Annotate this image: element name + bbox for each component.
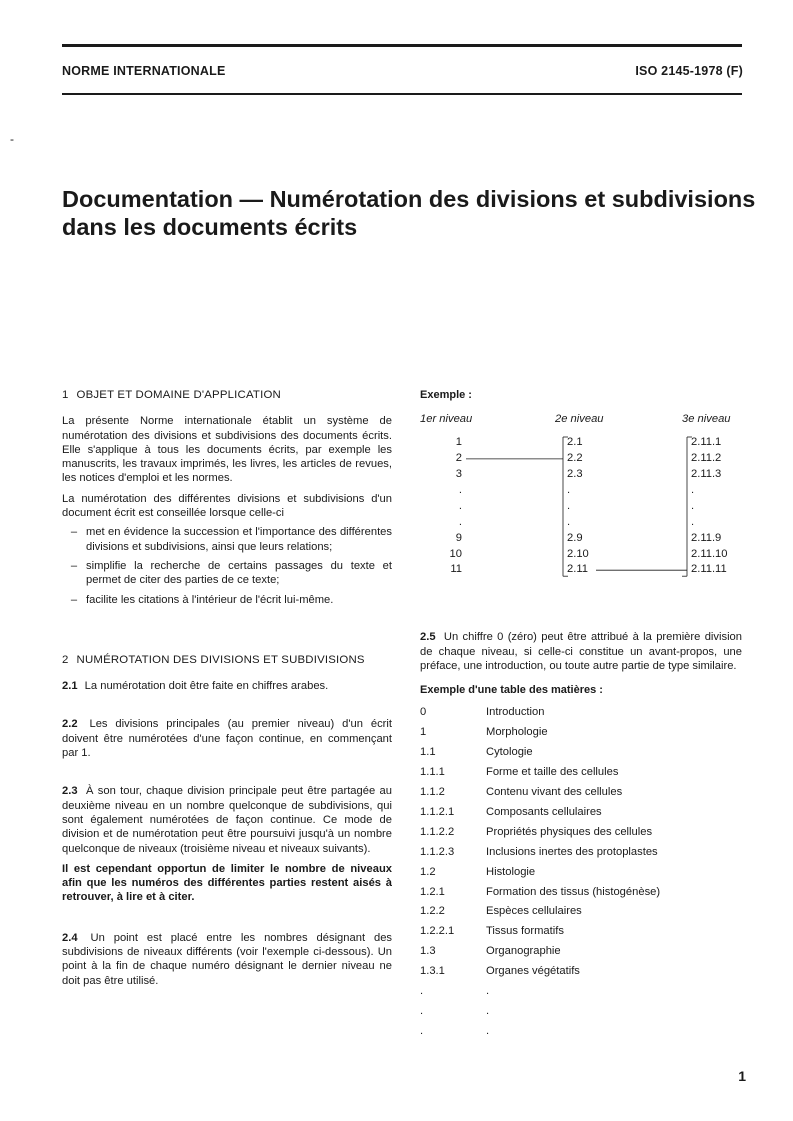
example-level-2-item: 2.3 (567, 468, 583, 481)
toc-row (420, 924, 742, 944)
example-level-3-item: 2.11.10 (691, 547, 728, 560)
level-3-header: 3e niveau (682, 413, 731, 426)
toc-entry-title: Formation des tissus (histogénèse) (486, 885, 661, 898)
clause-number: 2.1 (62, 680, 78, 693)
header-standard-id: ISO 2145-1978 (F) (635, 64, 743, 78)
example-level-2-item: 2.11 (567, 563, 588, 576)
clause-text: Un point est placé entre les nombres désignant des subdivisions de niveaux différents (voir l'exemple ci-dessous). Un point à la fin de chaque numéro désignant le dernier niveau ne doit pas être utilisé. (62, 931, 393, 987)
header-standard-type: NORME INTERNATIONALE (62, 64, 226, 78)
example-level-1-item: . (458, 499, 462, 512)
toc-entry-number: 1.1.2.3 (420, 845, 455, 858)
example-level-3-item: 2.11.9 (691, 531, 722, 544)
header-top-rule (62, 44, 742, 47)
clause-text: Les divisions principales (au premier niveau) d'un écrit doivent être numérotées d'une façon continue, en commençant par 1. (62, 718, 393, 760)
level-1-header: 1er niveau (420, 413, 473, 426)
example-level-2-item: 2.1 (567, 436, 583, 449)
clause-2-2 (62, 717, 392, 760)
toc-row (420, 904, 742, 924)
section-1-para-2: La numérotation des différentes divisions et subdivisions d'un document écrit est conseillée lorsque celle-ci (62, 492, 392, 520)
toc-entry-number: 1.1.2.1 (420, 805, 455, 818)
toc-entry-number: . (420, 1024, 424, 1037)
toc-row (420, 745, 742, 765)
toc-entry-title: Histologie (486, 865, 536, 878)
section-1-title: OBJET ET DOMAINE D'APPLICATION (76, 389, 281, 401)
margin-mark: - (10, 132, 14, 146)
toc-entry-title: Contenu vivant des cellules (486, 786, 623, 799)
left-column (62, 388, 392, 988)
toc-entry-number: 1.3 (420, 945, 436, 958)
toc-entry-title: Organographie (486, 945, 561, 958)
example-level-3-item: . (691, 515, 695, 528)
clause-number: 2.2 (62, 718, 78, 731)
bullet-dash: – (70, 593, 78, 606)
right-column (420, 388, 742, 1044)
numbering-example (420, 412, 742, 582)
level-2-header: 2e niveau (555, 413, 604, 426)
toc-entry-title: Organes végétatifs (486, 965, 580, 978)
document-title: Documentation — Numérotation des divisions et subdivisions dans les documents écrits (62, 186, 756, 240)
toc-entry-number: 1.2.2 (420, 905, 445, 918)
toc-row (420, 1024, 742, 1044)
example-level-1-item: 10 (449, 547, 462, 560)
clause-text: La numérotation doit être faite en chiffres arabes. (84, 680, 329, 693)
example-level-3-item: 2.11.1 (691, 436, 722, 449)
toc-entry-number: . (420, 984, 424, 997)
clause-2-3 (62, 784, 392, 855)
header-bottom-rule (62, 93, 742, 95)
toc-entry-number: 1.1.1 (420, 766, 445, 779)
bullet-item (62, 525, 392, 554)
example-label: Exemple : (420, 389, 472, 401)
toc-row (420, 1004, 742, 1024)
toc-entry-title: Espèces cellulaires (486, 905, 582, 918)
clause-2-4 (62, 931, 392, 988)
toc-entry-number: 1.2.1 (420, 885, 445, 898)
example-level-3-item: . (691, 483, 695, 496)
toc-row (420, 964, 742, 984)
example-level-2-item: 2.2 (567, 452, 583, 465)
clause-text: À son tour, chaque division principale peut être partagée au deuxième niveau en un nombre quelconque de subdivisions, qui sont également numérotées de façon continue. Ce mode de division et de numérotation peut être poursuivi jusqu'à un nombre quelconque de niveaux (troisième niveau et niveaux suivants). (62, 785, 393, 855)
section-1-para-1: La présente Norme internationale établit un système de numérotation des divisions et subdivisions des documents écrits. Elle s'applique à tous les documents écrits, par exemple les manuscrits, les travaux imprimés, les livres, les articles de revues, les notices d'emploi et les normes. (62, 415, 392, 485)
toc-entry-number: 1.1.2.2 (420, 825, 455, 838)
toc-row (420, 725, 742, 745)
toc-entry-title: Introduction (486, 706, 545, 719)
section-1-heading (62, 388, 392, 402)
example-level-3-item: 2.11.11 (691, 563, 727, 576)
toc-entry-title: . (486, 984, 490, 997)
toc-entry-number: 1.2 (420, 865, 436, 878)
toc-entry-title: Propriétés physiques des cellules (486, 825, 653, 838)
toc-row (420, 825, 742, 845)
section-2-title: NUMÉROTATION DES DIVISIONS ET SUBDIVISIONS (76, 653, 365, 666)
example-level-1-item: 11 (450, 563, 462, 576)
toc-entry-title: Composants cellulaires (486, 805, 602, 818)
example-level-1-item: 1 (455, 436, 462, 449)
toc-row (420, 705, 742, 725)
toc-row (420, 865, 742, 885)
bullet-item (62, 593, 392, 607)
toc-entry-number: 1.3.1 (420, 965, 445, 978)
bullet-text: facilite les citations à l'intérieur de l'écrit lui-même. (86, 593, 334, 606)
toc-entry-title: Tissus formatifs (486, 925, 564, 938)
toc-table (420, 705, 742, 1043)
clause-number: 2.4 (62, 931, 78, 944)
toc-entry-number: 1.2.2.1 (420, 925, 455, 938)
example-level-1-item: . (458, 515, 462, 528)
toc-entry-title: Inclusions inertes des protoplastes (486, 845, 658, 858)
clause-2-3-emphasis: Il est cependant opportun de limiter le nombre de niveaux afin que les numéros des différentes parties restent aisés à retrouver, à lire et à citer. (62, 862, 392, 904)
toc-row (420, 885, 742, 905)
section-2-number: 2 (62, 653, 69, 666)
section-1-number: 1 (62, 389, 69, 401)
bullet-item (62, 559, 392, 588)
clause-text: Un chiffre 0 (zéro) peut être attribué à la première division de chaque niveau, si celle-ci constitue un avant-propos, une préface, une introduction, ou toute autre partie de type similaire. (420, 631, 742, 672)
toc-row (420, 944, 742, 964)
example-level-2-item: 2.10 (567, 547, 589, 560)
toc-entry-title: Morphologie (486, 726, 548, 739)
toc-row (420, 805, 742, 825)
toc-entry-number: 1 (420, 726, 427, 739)
example-level-1-item: 9 (455, 531, 462, 544)
clause-number: 2.3 (62, 785, 78, 798)
clause-2-5 (420, 630, 742, 673)
example-level-3-item: 2.11.2 (691, 452, 722, 465)
bullet-text: met en évidence la succession et l'importance des différentes divisions et subdivisions, ainsi que leurs relations; (86, 526, 392, 553)
toc-entry-title: . (486, 1004, 490, 1017)
example-level-3-item: 2.11.3 (691, 468, 722, 481)
toc-entry-title: Forme et taille des cellules (486, 766, 619, 779)
example-level-1-item: 2 (455, 452, 462, 465)
toc-row (420, 765, 742, 785)
example-level-2-item: . (567, 515, 571, 528)
clause-2-1 (62, 679, 392, 693)
example-level-1-item: . (458, 483, 462, 496)
example-level-3-item: . (691, 499, 695, 512)
toc-label: Exemple d'une table des matières : (420, 684, 603, 697)
toc-row (420, 785, 742, 805)
bullet-text: simplifie la recherche de certains passages du texte et permet de citer des parties de ce texte; (86, 559, 392, 587)
example-level-1-item: 3 (455, 468, 462, 481)
toc-entry-number: 1.1.2 (420, 786, 445, 799)
bullet-dash: – (70, 559, 78, 572)
bullet-dash: – (70, 526, 78, 539)
page-number: 1 (738, 1068, 746, 1084)
example-level-2-item: . (567, 499, 571, 512)
toc-entry-number: . (420, 1004, 424, 1017)
toc-entry-title: . (486, 1024, 490, 1037)
toc-row (420, 984, 742, 1004)
toc-entry-number: 0 (420, 706, 427, 719)
section-2-heading (62, 653, 392, 667)
toc-entry-title: Cytologie (486, 746, 533, 759)
example-level-2-item: 2.9 (567, 531, 583, 544)
toc-entry-number: 1.1 (420, 746, 436, 759)
toc-row (420, 845, 742, 865)
clause-number: 2.5 (420, 631, 436, 644)
example-level-2-item: . (567, 483, 571, 496)
